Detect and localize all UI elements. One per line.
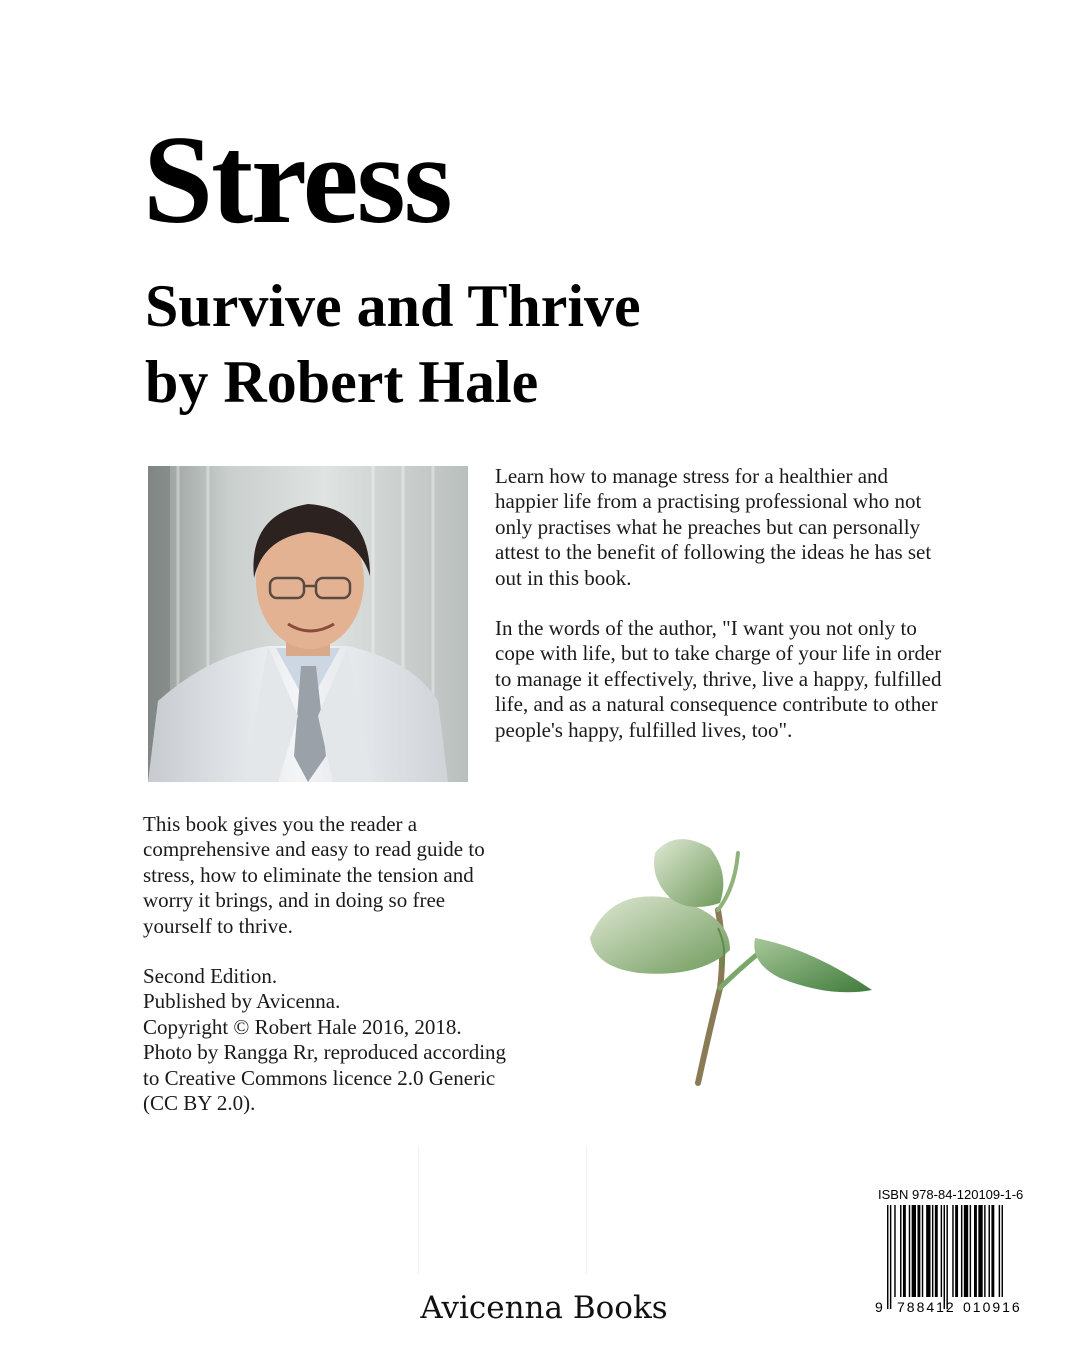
barcode-bar	[955, 1205, 958, 1297]
barcode-bar	[970, 1205, 971, 1297]
blurb-paragraph-3: This book gives you the reader a comprehensive and easy to read guide to stress, how to eliminate the tension and worry it brings, and in doing so free yourself to thrive.	[143, 812, 485, 938]
barcode-bar	[978, 1205, 982, 1297]
barcode-bar	[922, 1205, 923, 1297]
barcode-bar	[932, 1205, 933, 1297]
barcode-bar	[903, 1205, 906, 1297]
edition-line: Second Edition.	[143, 964, 278, 988]
book-author: by Robert Hale	[145, 349, 539, 415]
book-subtitle: Survive and Thrive	[145, 273, 641, 339]
barcode-bar	[909, 1205, 910, 1297]
barcode-bar	[1002, 1205, 1003, 1297]
barcode-bar	[894, 1205, 895, 1297]
barcode-bar	[941, 1205, 942, 1297]
barcode-bar	[961, 1205, 962, 1297]
blurb-paragraph-2: In the words of the author, "I want you not only to cope with life, but to take charge of your life in order to manage it effectively, thrive, live a happy, fulfilled life, and as a natural consequence contribute to other people's happy, fulfilled lives, too".	[495, 616, 942, 742]
copyright-line: Copyright © Robert Hale 2016, 2018.	[143, 1014, 462, 1039]
photo-credit: Photo by Rangga Rr, reproduced according to Creative Commons licence 2.0 Generic (CC BY 2.0).	[143, 1040, 507, 1116]
barcode-bar	[926, 1205, 930, 1297]
barcode-bar	[999, 1205, 1000, 1297]
barcode-bar	[974, 1205, 977, 1297]
barcode-bar	[991, 1205, 994, 1297]
author-photo	[148, 466, 468, 782]
sprout-illustration	[580, 828, 880, 1090]
barcode-bar	[964, 1205, 968, 1297]
barcode-left-digits: 788412	[897, 1299, 956, 1315]
publisher-line: Published by Avicenna.	[143, 989, 341, 1014]
barcode-lead-digit: 9	[875, 1299, 883, 1315]
barcode-bar	[952, 1205, 953, 1297]
barcode-bar	[912, 1205, 916, 1297]
divider-line-right	[586, 1146, 587, 1274]
divider-line-left	[418, 1146, 419, 1274]
blurb-paragraph-1: Learn how to manage stress for a healthier and happier life from a practising professional who not only practises what he preaches but can personally attest to the benefit of following the ideas he has set out in this book.	[495, 464, 932, 590]
barcode-bar	[900, 1205, 901, 1297]
barcode-bar	[984, 1205, 985, 1297]
barcode-right-digits: 010916	[963, 1299, 1022, 1315]
isbn-label: ISBN 978-84-120109-1-6	[878, 1187, 1024, 1202]
book-title: Stress	[143, 111, 451, 250]
credits-block	[143, 964, 523, 1116]
barcode-bar	[917, 1205, 920, 1297]
barcode-bar	[935, 1205, 938, 1297]
publisher-name: Avicenna Books	[420, 1290, 668, 1326]
barcode-bar	[989, 1205, 990, 1297]
